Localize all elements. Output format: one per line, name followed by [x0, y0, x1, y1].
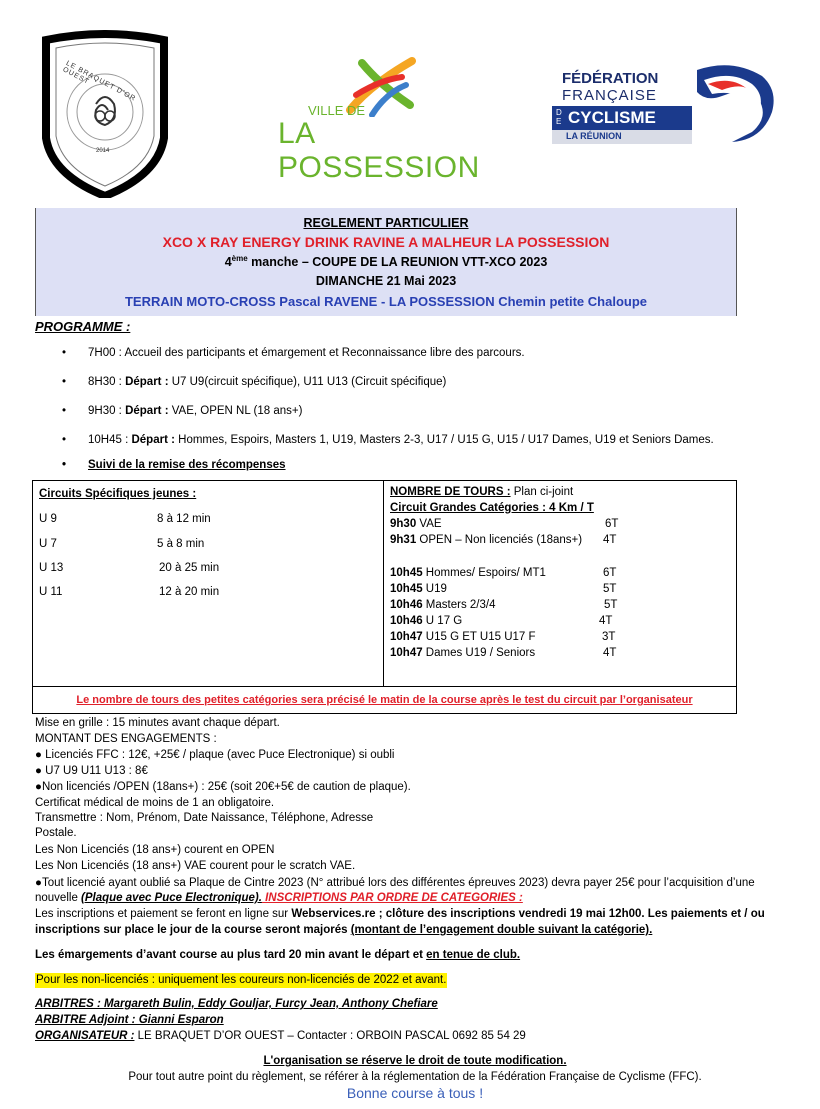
body-line: Mise en grille : 15 minutes avant chaque départ. — [35, 717, 280, 729]
programme-text: U7 U9(circuit spécifique), U11 U13 (Circuit spécifique) — [168, 376, 447, 388]
right-time: 10h47 — [390, 631, 423, 643]
right-cat: U19 — [422, 583, 447, 595]
right-laps: 6T — [605, 518, 619, 530]
body-line — [35, 891, 523, 906]
body-text: Les inscriptions et paiement se feront en ligne sur — [35, 908, 292, 920]
programme-heading: PROGRAMME : — [35, 319, 131, 334]
programme-text: Accueil des participants et émargement et Reconnaissance libre des parcours. — [124, 347, 525, 359]
programme-item — [88, 346, 525, 361]
body-line: Transmettre : Nom, Prénom, Date Naissance, Téléphone, Adresse — [35, 812, 374, 824]
right-cat: U15 G ET U15 U17 F — [422, 631, 536, 643]
right-time: 10h46 — [390, 599, 423, 611]
programme-item — [88, 404, 302, 419]
organisateur-line — [35, 1029, 526, 1044]
page-title: REGLEMENT PARTICULIER — [303, 216, 469, 230]
programme-time: 9H30 : — [88, 405, 126, 417]
body-line: Les Non Licenciés (18 ans+) courent en OPEN — [35, 844, 275, 856]
right-heading-rest: Plan ci-joint — [510, 486, 574, 498]
braquet-logo-text: LE BRAQUET D'OR OUEST — [61, 60, 137, 103]
ffc-logo-line2: FRANÇAISE — [562, 87, 657, 104]
event-date: DIMANCHE 21 Mai 2023 — [315, 274, 457, 288]
body-line: ● U7 U9 U11 U13 : 8€ — [35, 765, 148, 777]
right-row — [390, 582, 447, 597]
left-cat: U 7 — [39, 538, 57, 550]
right-laps: 6T — [603, 567, 617, 579]
round-rest: manche – COUPE DE LA REUNION VTT-XCO 2023 — [247, 255, 548, 270]
closing-greeting: Bonne course à tous ! — [346, 1085, 484, 1101]
body-line: Postale. — [35, 827, 77, 839]
possession-logo-line2: LA POSSESSION — [278, 117, 480, 184]
ffc-logo-line3: DE — [556, 108, 562, 126]
right-laps: 3T — [602, 631, 616, 643]
programme-time: 8H30 : — [88, 376, 126, 388]
ffc-logo-line4: CYCLISME — [568, 108, 656, 127]
inscriptions-heading: INSCRIPTIONS PAR ORDRE DE CATEGORIES : — [261, 892, 523, 904]
left-heading: Circuits Spécifiques jeunes : — [39, 488, 197, 500]
body-line: Les Non Licenciés (18 ans+) VAE courent pour le scratch VAE. — [35, 860, 356, 872]
programme-text: Hommes, Espoirs, Masters 1, U19, Masters 2-3, U17 / U15 G, U15 / U17 Dames, U19 et Seniors Dames. — [174, 434, 714, 446]
right-row — [390, 566, 546, 581]
organisateur-label: ORGANISATEUR : — [35, 1030, 135, 1042]
right-laps: 5T — [604, 599, 618, 611]
programme-label: Départ : — [125, 376, 169, 388]
possession-logo — [278, 55, 498, 184]
right-laps: 4T — [599, 615, 613, 627]
right-row — [390, 630, 536, 645]
right-time: 10h45 — [390, 567, 423, 579]
left-cat: U 13 — [39, 562, 64, 574]
programme-time: 7H00 : — [88, 347, 125, 359]
event-title: XCO X RAY ENERGY DRINK RAVINE A MALHEUR LA POSSESSION — [162, 234, 610, 250]
laps-table — [32, 480, 737, 714]
body-line — [35, 923, 652, 938]
body-line — [35, 907, 765, 922]
right-sub: Circuit Grandes Catégories : 4 Km / T — [390, 502, 594, 514]
closing-line: Pour tout autre point du règlement, se référer à la réglementation de la Fédération Française de Cyclisme (FFC). — [128, 1071, 702, 1083]
organisateur-text: LE BRAQUET D’OR OUEST – Contacter : ORBOIN PASCAL 0692 85 54 29 — [134, 1030, 526, 1042]
body-text-bold: Les émargements d’avant course au plus tard 20 min avant le départ et — [35, 949, 427, 961]
programme-item — [88, 433, 714, 448]
body-text: nouvelle — [35, 892, 82, 904]
right-heading — [390, 485, 573, 500]
right-heading-label: NOMBRE DE TOURS : — [390, 486, 511, 498]
ffc-logo — [552, 62, 782, 144]
highlighted-note: Pour les non-licenciés : uniquement les coureurs non-licenciés de 2022 et avant. — [36, 974, 447, 986]
right-row — [390, 517, 442, 532]
programme-label: Départ : — [125, 405, 169, 417]
right-cat: OPEN – Non licenciés (18ans+) — [416, 534, 583, 546]
right-row — [390, 646, 535, 661]
programme-rewards — [88, 458, 286, 473]
body-line: MONTANT DES ENGAGEMENTS : — [35, 733, 217, 745]
right-time: 9h31 — [390, 534, 417, 546]
right-time: 9h30 — [390, 518, 417, 530]
right-time: 10h47 — [390, 647, 423, 659]
left-dur: 8 à 12 min — [157, 513, 211, 525]
programme-text: VAE, OPEN NL (18 ans+) — [168, 405, 303, 417]
braquet-logo-year: 2014 — [96, 148, 110, 154]
arbitre-adjoint-line: ARBITRE Adjoint : Gianni Esparon — [35, 1014, 224, 1026]
body-line: ●Non licenciés /OPEN (18ans+) : 25€ (soit 20€+5€ de caution de plaque). — [35, 781, 411, 793]
right-laps: 4T — [603, 647, 617, 659]
body-line: ● Licenciés FFC : 12€, +25€ / plaque (avec Puce Electronique) si oubli — [35, 749, 395, 761]
round-line — [36, 254, 736, 269]
right-laps: 4T — [603, 534, 617, 546]
closing-line: L'organisation se réserve le droit de toute modification. — [263, 1055, 567, 1067]
right-cat: Masters 2/3/4 — [422, 599, 496, 611]
header-box — [35, 208, 737, 316]
left-dur: 20 à 25 min — [159, 562, 220, 574]
left-dur: 5 à 8 min — [157, 538, 205, 550]
right-row — [390, 598, 495, 613]
body-text-bold: . Les paiements et / ou — [641, 908, 765, 920]
programme-rewards-text: Suivi de la remise des récompenses — [88, 459, 286, 471]
right-cat: U 17 G — [422, 615, 463, 627]
braquet-logo — [38, 30, 172, 198]
closing-date: clôture des inscriptions vendredi 19 mai 12h00 — [382, 908, 642, 920]
programme-time: 10H45 : — [88, 434, 132, 446]
round-sup: ème — [231, 254, 248, 263]
ffc-logo-line5: LA RÉUNION — [566, 131, 622, 141]
round-num: 4 — [224, 255, 232, 270]
right-cat: Hommes/ Espoirs/ MT1 — [422, 567, 546, 579]
body-text-emphasis: (Plaque avec Puce Electronique). — [81, 892, 262, 904]
body-line: Certificat médical de moins de 1 an obligatoire. — [35, 797, 275, 809]
body-text-bold-underline: en tenue de club. — [426, 949, 521, 961]
table-footer-note: Le nombre de tours des petites catégories sera précisé le matin de la course après le test du circuit par l’organisateur — [76, 694, 693, 706]
right-row — [390, 614, 462, 629]
programme-item — [88, 375, 446, 390]
right-time: 10h45 — [390, 583, 423, 595]
body-line — [35, 948, 520, 963]
event-venue: TERRAIN MOTO-CROSS Pascal RAVENE - LA POSSESSION Chemin petite Chaloupe — [124, 294, 647, 309]
left-cat: U 11 — [39, 586, 63, 598]
body-text-bold-underline: (montant de l’engagement double suivant la catégorie). — [350, 924, 653, 936]
left-cat: U 9 — [39, 513, 57, 525]
left-dur: 12 à 20 min — [159, 586, 220, 598]
body-line: ●Tout licencié ayant oublié sa Plaque de Cintre 2023 (N° attribué lors des différentes épreuves 2023) devra payer 25€ pour l’acquisition d’une — [35, 877, 755, 889]
right-row — [390, 533, 582, 548]
ffc-logo-line1: FÉDÉRATION — [562, 70, 659, 87]
arbitres-line: ARBITRES : Margareth Bulin, Eddy Gouljar, Furcy Jean, Anthony Chefiare — [35, 998, 438, 1010]
right-cat: VAE — [416, 518, 442, 530]
webservices-link: Webservices.re ; — [291, 908, 383, 920]
right-cat: Dames U19 / Seniors — [422, 647, 536, 659]
body-text-bold: inscriptions sur place le jour de la course seront majorés — [35, 924, 351, 936]
programme-label: Départ : — [131, 434, 175, 446]
possession-logo-line1: VILLE DE — [308, 103, 366, 118]
right-laps: 5T — [603, 583, 617, 595]
right-time: 10h46 — [390, 615, 423, 627]
